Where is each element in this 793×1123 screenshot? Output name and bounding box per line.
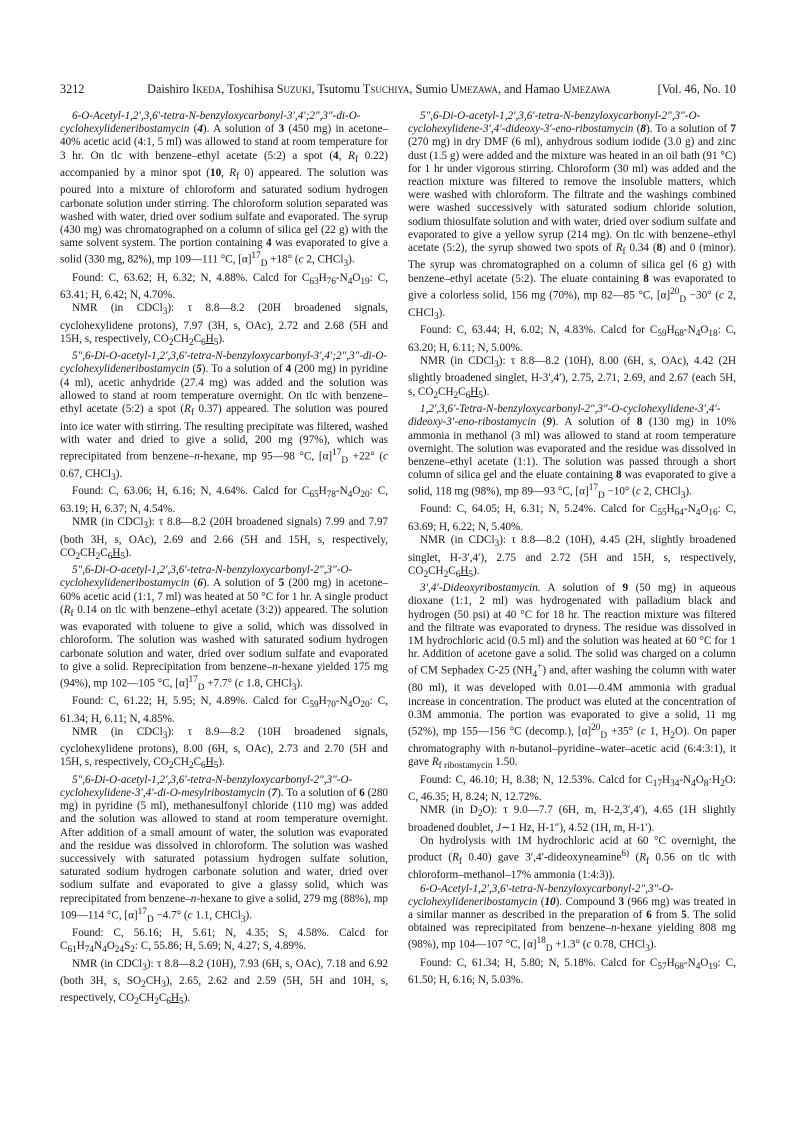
paragraph: Found: C, 63.44; H, 6.02; N, 4.83%. Calcd for $C_{59}H_{68}-N_4O_{18}$: C, 63.20; H, 6.11; N, 5.00%.	[408, 324, 736, 354]
paragraph: 1,2′,3,6′-Tetra-N-benzyloxycarbonyl-2″,3″-O-cyclohexylidene-3′,4′-dideoxy-3′-eno-ribostamycin (9). A solution of 8 (130 mg) in 10% ammonia in methanol (3 ml) was allowed to stand at room temperature overnight. The solution was evaporated and the residue was dissolved in benzene–ethyl acetate (1:1). The solution was passed through a short column of silica gel and the eluate containing 8 was evaporated to give a solid, 118 mg (98%), mp 89—93 °C, $[\alpha]^{17}_D -10^\circ$ (c 2, CHCl$_3$).	[408, 403, 736, 502]
two-column-body	[60, 110, 736, 1010]
paragraph: Found: C, 46.10; H, 8.38; N, 12.53%. Calcd for $C_{17}H_{34}-N_4O_8\cdot H_2O$: C, 46.35; H, 8.24; N, 12.72%.	[408, 773, 736, 804]
paragraph: 6-O-Acetyl-1,2′,3,6′-tetra-N-benzyloxycarbonyl-2″,3″-O-cyclohexylideneribostamycin (10). Compound 3 (966 mg) was treated in a similar manner as described in the preparation of 6 from 5. The solid obtained was reprecipitated from benzene–n-hexane yielding 808 mg (98%), mp 104—107 °C, $[\alpha]^{18}_D +1.3^\circ$ (c 0.78, CHCl$_3$).	[408, 882, 736, 955]
paragraph: Found: C, 61.34; H, 5.80; N, 5.18%. Calcd for $C_{57}H_{68}-N_4O_{19}$: C, 61.50; H, 6.16; N, 5.03%.	[408, 956, 736, 987]
paragraph: 6-O-Acetyl-1,2′,3,6′-tetra-N-benzyloxycarbonyl-3′,4′;2″,3″-di-O-cyclohexylideneribostamycin (4). A solution of 3 (450 mg) in acetone–40% acetic acid (4:1, 5 ml) was allowed to stand at room temperature for 3 hr. On tlc with benzene–ethyl acetate (5:2) a spot (4, $R_f$ 0.22) accompanied by a minor spot (10, $R_f$ 0) appeared. The solution was poured into a mixture of chloroform and saturated sodium hydrogen carbonate solution under stirring. The chloroform solution separated was washed with water, dried over sodium sulfate and evaporated. The syrup (430 mg) was chromatographed on a column of silica gel (22 g) with the same solvent system. The portion containing 4 was evaporated to give a solid (330 mg, 82%), mp 109—111 °C, $[\alpha]^{17}_D +18^\circ$ (c 2, CHCl$_3$).	[60, 110, 389, 270]
paragraph: NMR (in CDCl$_3$): τ 8.8—8.2 (10H), 4.45 (2H, slightly broadened singlet, H-3′,4′), 2.75 and 2.72 (5H and 15H, s, respectively, $CO_2CH_2C_6H_5$).	[408, 534, 736, 580]
paragraph: Found: C, 63.06; H, 6.16; N, 4.64%. Calcd for $C_{65}H_{78}-N_4O_{20}$: C, 63.19; H, 6.37; N, 4.54%.	[60, 485, 388, 515]
paragraph: Found: C, 56.16; H, 5.61; N, 4.35; S, 4.58%. Calcd for $C_{61}H_{74}N_4O_{24}S_2$: C, 55.86; H, 5.69; N, 4.27; S, 4.89%.	[60, 926, 388, 956]
paragraph: 5″,6-Di-O-acetyl-1,2′,3,6′-tetra-N-benzyloxycarbonyl-3′,4′;2″,3″-di-O-cyclohexylideneribostamycin (5). To a solution of 4 (200 mg) in pyridine (4 ml), acetic anhydride (27.4 mg) was added and the solution was allowed to stand at room temperature overnight. On tlc with benzene–ethyl acetate (5:2) a spot ($R_f$ 0.37) appeared. The solution was poured into ice water with stirring. The resulting precipitate was filtered, washed with water and dried to give a solid, 200 mg (97%), which was reprecipitated from benzene–n-hexane, mp 95—98 °C, $[\alpha]^{17}_D +22^\circ$ (c 0.67, CHCl$_3$).	[60, 350, 388, 484]
paragraph: On hydrolysis with 1M hydrochloric acid at 60 °C overnight, the product ($R_f$ 0.40) gave 3′,4′-dideoxyneamine$^{6)}$ ($R_f$ 0.56 on tlc with chloroform–methanol–17% ammonia (1:4:3)).	[408, 835, 737, 882]
right-column	[408, 110, 736, 1010]
paragraph: Found: C, 64.05; H, 6.31; N, 5.24%. Calcd for $C_{55}H_{64}-N_4O_{16}$: C, 63.69; H, 6.22; N, 5.40%.	[408, 503, 736, 533]
author-line: Daishiro Ikeda, Toshihisa Suzuki, Tsutomu Tsuchiya, Sumio Umezawa, and Hamao Umezawa	[147, 82, 611, 96]
paragraph: NMR (in CDCl$_3$): τ 8.8—8.2 (10H), 8.00 (6H, s, OAc), 4.42 (2H slightly broadened singlet, H-3′,4′), 2.75, 2.71, 2.69, and 2.67 (each 5H, s, $CO_2CH_2C_6H_5$).	[408, 355, 737, 401]
volume-info: [Vol. 46, No. 10	[657, 82, 736, 96]
journal-page	[60, 82, 736, 1072]
running-header	[60, 82, 736, 100]
paragraph: 3′,4′-Dideoxyribostamycin. A solution of 9 (50 mg) in aqueous dioxane (1:1, 2 ml) was hydrogenated with palladium black and hydrogen (50 psi) at 40 °C for 18 hr. The reaction mixture was filtered and the filtrate was evaporated to dryness. The residue was dissolved in 1M hydrochloric acid (0.5 ml) and the solution was heated at 60 °C for 1 hr. Addition of acetone gave a solid. The solid was charged on a column of CM Sephadex C-25 $(NH_4^+)$ and, after washing the column with water (80 ml), it was developed with 0.01—0.4M ammonia with gradual increase in concentration. The product was eluted at the concentration of 0.3M ammonia. The portion was evaporated to give a solid, 11 mg (52%), mp 155—156 °C (decomp.), $[\alpha]^{20}_D +35^\circ$ (c 1, $H_2O$). On paper chromatography with n-butanol–pyridine–water–acetic acid (6:4:3:1), it gave $R_{f ribostamycin}$ 1.50.	[408, 582, 737, 772]
paragraph: 5″,6-Di-O-acetyl-1,2′,3,6′-tetra-N-benzyloxycarbonyl-2″,3″-O-cyclohexylidene-3′,4′-dideoxy-3′-eno-ribostamycin (8). To a solution of 7 (270 mg) in dry DMF (6 ml), anhydrous sodium iodide (3.0 g) and zinc dust (1.5 g) were added and the mixture was heated in an oil bath (91 °C) for 1 hr under vigorous stirring. Chloroform (30 ml) was added and the reaction mixture was filtered to remove the insoluble matters, which were washed with chloroform. The filtrate and the washings combined were washed successively with saturated sodium chloride solution, sodium thiosulfate solution and with water, dried over sodium sulfate and evaporated to give a yellow syrup (214 mg). On tlc with benzene–ethyl acetate (5:2), the syrup showed two spots of $R_f$ 0.34 (8) and 0 (minor). The syrup was chromatographed on a column of silica gel (6 g) with benzene–ethyl acetate (5:2). The eluate containing 8 was evaporated to give a colorless solid, 156 mg (70%), mp 82—85 °C, $[\alpha]^{20}_D -30^\circ$ (c 2, CHCl$_3$).	[408, 110, 736, 323]
paragraph: Found: C, 63.62; H, 6.32; N, 4.88%. Calcd for $C_{63}H_{76}-N_4O_{19}$: C, 63.41; H, 6.42; N, 4.70%.	[60, 271, 388, 302]
paragraph: NMR (in CDCl$_3$): τ 8.9—8.2 (10H broadened signals, cyclohexylidene protons), 8.00 (6H, s, OAc), 2.73 and 2.70 (5H and 15H, s, respectively, $CO_2CH_2C_6H_5$).	[60, 725, 388, 772]
left-column	[60, 110, 388, 1010]
paragraph: NMR (in $D_2O$): τ 9.0—7.7 (6H, m, H-2,3′,4′), 4.65 (1H slightly broadened doublet, J∼1 Hz, H-1″), 4.52 (1H, m, H-1′).	[408, 804, 736, 834]
paragraph: 5″,6-Di-O-acetyl-1,2′,3,6′-tetra-N-benzyloxycarbonyl-2″,3″-O-cyclohexylideneribostamycin (6). A solution of 5 (200 mg) in acetone–60% acetic acid (1:1, 7 ml) was heated at 50 °C for 1 hr. A single product ($R_f$ 0.14 on tlc with benzene–ethyl acetate (3:2)) appeared. The solution was evaporated with toluene to give a solid, which was dissolved in chloroform. The solution was washed with saturated sodium hydrogen carbonate solution and water, dried over sodium sulfate and evaporated to give a solid. Reprecipitation from benzene–n-hexane yielded 175 mg (94%), mp 102—105 °C, $[\alpha]^{17}_D +7.7^\circ$ (c 1.8, CHCl$_3$).	[60, 564, 389, 693]
paragraph: NMR (in CDCl$_3$): τ 8.8—8.2 (10H), 7.93 (6H, s, OAc), 7.18 and 6.92 (both 3H, s, $SO_2CH_3$), 2.65, 2.62 and 2.59 (5H, 5H and 10H, s, respectively, $CO_2CH_2C_6H_5$).	[60, 957, 388, 1008]
paragraph: NMR (in CDCl$_3$): τ 8.8—8.2 (20H broadened signals, cyclohexylidene protons), 7.97 (3H, s, OAc), 2.72 and 2.68 (5H and 15H, s, respectively, $CO_2CH_2C_6H_5$).	[60, 302, 388, 349]
paragraph: 5″,6-Di-O-acetyl-1,2′,3,6′-tetra-N-benzyloxycarbonyl-2″,3″-O-cyclohexylidene-3′,4′-di-O-mesylribostamycin (7). To a solution of 6 (280 mg) in pyridine (5 ml), methanesulfonyl chloride (110 mg) was added and the solution was allowed to stand at room temperature overnight. After addition of a small amount of water, the solution was evaporated and the residue was dissolved in chloroform. The solution was washed successively with saturated potassium hydrogen sulfate solution, saturated sodium hydrogen carbonate solution and water, dried over sodium sulfate and evaporated to give a glassy solid, which was reprecipitated from benzene–n-hexane to give a solid, 279 mg (88%), mp 109—114 °C, $[\alpha]^{17}_D -4.7^\circ$ (c 1.1, CHCl$_3$).	[60, 773, 388, 925]
paragraph: Found: C, 61.22; H, 5.95; N, 4.89%. Calcd for $C_{59}H_{70}-N_4O_{20}$: C, 61.34; H, 6.11; N, 4.85%.	[60, 695, 388, 725]
page-number: 3212	[60, 82, 85, 96]
paragraph: NMR (in CDCl$_3$): τ 8.8—8.2 (20H broadened signals) 7.99 and 7.97 (both 3H, s, OAc), 2.69 and 2.66 (5H and 15H, s, respectively, $CO_2CH_2C_6H_5$).	[60, 516, 388, 562]
